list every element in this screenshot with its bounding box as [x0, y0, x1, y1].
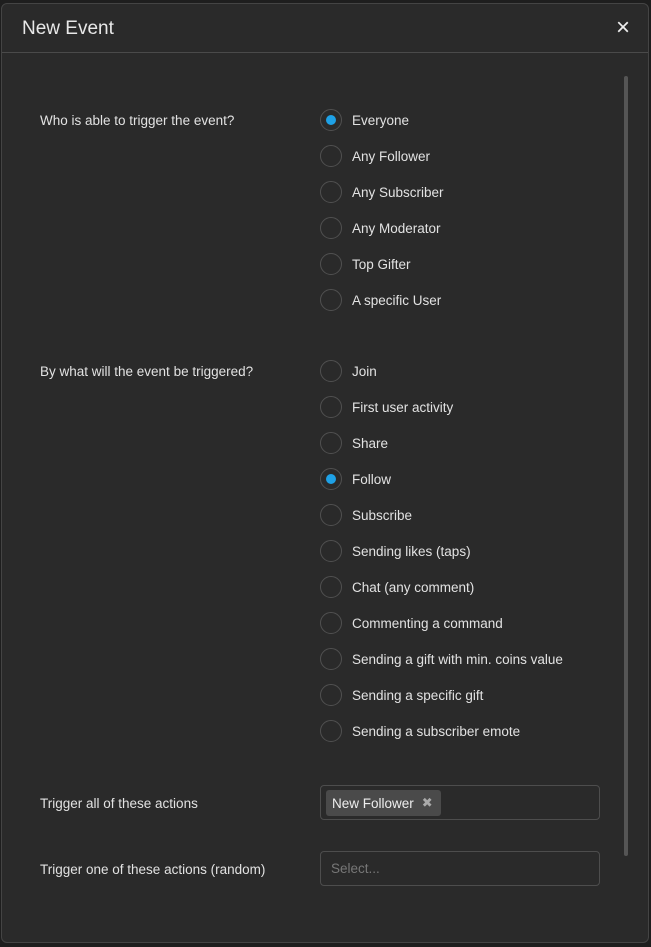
radio-label: Any Subscriber	[352, 184, 444, 200]
radio-label: Join	[352, 363, 377, 379]
radio-label: First user activity	[352, 399, 454, 415]
radio-label: Top Gifter	[352, 256, 411, 272]
radio-unchecked-icon	[320, 253, 342, 275]
who-label: Who is able to trigger the event?	[40, 113, 235, 128]
radio-unchecked-icon	[320, 576, 342, 598]
radio-unchecked-icon	[320, 612, 342, 634]
who-radio[interactable]	[320, 108, 409, 132]
radio-unchecked-icon	[320, 360, 342, 382]
trigger-radio[interactable]	[320, 431, 388, 455]
trigger-radio[interactable]	[320, 683, 483, 707]
radio-label: Sending a specific gift	[352, 687, 484, 703]
radio-unchecked-icon	[320, 648, 342, 670]
trigger-radio[interactable]	[320, 395, 453, 419]
who-radio[interactable]	[320, 252, 411, 276]
radio-unchecked-icon	[320, 684, 342, 706]
select-placeholder: Select...	[331, 861, 380, 876]
actions-all-input[interactable]	[320, 785, 600, 820]
close-icon[interactable]: ×	[615, 14, 630, 41]
trigger-radio[interactable]	[320, 611, 503, 635]
who-radio[interactable]	[320, 180, 444, 204]
radio-label: Share	[352, 435, 389, 451]
action-tag-label: New Follower	[332, 795, 414, 811]
action-tag	[326, 790, 441, 816]
radio-label: Sending likes (taps)	[352, 543, 471, 559]
who-radio[interactable]	[320, 216, 441, 240]
radio-unchecked-icon	[320, 432, 342, 454]
actions-all-label: Trigger all of these actions	[40, 796, 198, 811]
remove-tag-icon[interactable]: ✖	[421, 795, 433, 810]
trigger-radio[interactable]	[320, 467, 391, 491]
dialog-header	[2, 4, 648, 53]
radio-label: Sending a gift with min. coins value	[352, 651, 563, 667]
radio-label: A specific User	[352, 292, 442, 308]
radio-unchecked-icon	[320, 396, 342, 418]
radio-label: Chat (any comment)	[352, 579, 475, 595]
radio-unchecked-icon	[320, 181, 342, 203]
radio-label: Any Moderator	[352, 220, 441, 236]
radio-label: Commenting a command	[352, 615, 503, 631]
trigger-radio[interactable]	[320, 575, 474, 599]
trigger-radio[interactable]	[320, 359, 377, 383]
radio-unchecked-icon	[320, 145, 342, 167]
who-radio[interactable]	[320, 144, 430, 168]
actions-random-label: Trigger one of these actions (random)	[40, 862, 266, 877]
radio-checked-icon	[320, 109, 342, 131]
radio-label: Sending a subscriber emote	[352, 723, 521, 739]
trigger-label: By what will the event be triggered?	[40, 364, 254, 379]
radio-label: Everyone	[352, 112, 410, 128]
radio-checked-icon	[320, 468, 342, 490]
radio-unchecked-icon	[320, 289, 342, 311]
scrollbar[interactable]	[624, 76, 628, 856]
radio-label: Subscribe	[352, 507, 413, 523]
trigger-radio[interactable]	[320, 719, 520, 743]
trigger-radio[interactable]	[320, 647, 563, 671]
trigger-radio[interactable]	[320, 539, 471, 563]
radio-unchecked-icon	[320, 504, 342, 526]
radio-unchecked-icon	[320, 540, 342, 562]
radio-label: Any Follower	[352, 148, 431, 164]
who-radio[interactable]	[320, 288, 441, 312]
radio-unchecked-icon	[320, 720, 342, 742]
radio-unchecked-icon	[320, 217, 342, 239]
dialog-title: New Event	[22, 18, 114, 39]
trigger-radio[interactable]	[320, 503, 412, 527]
actions-random-select[interactable]	[320, 851, 600, 886]
radio-label: Follow	[352, 471, 392, 487]
